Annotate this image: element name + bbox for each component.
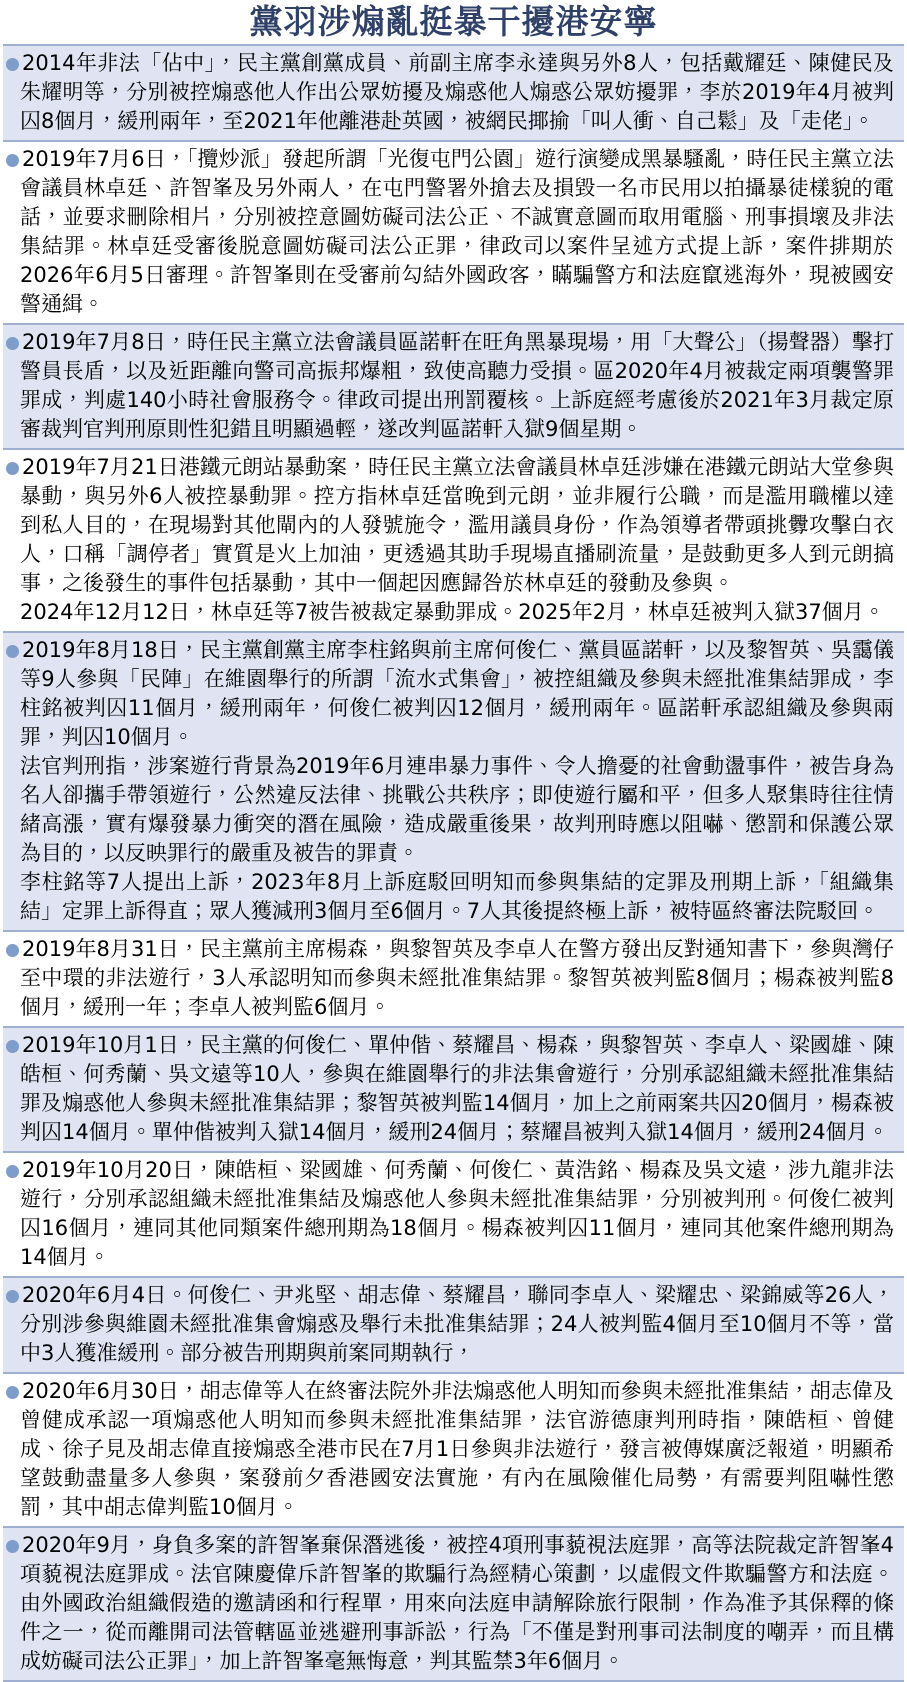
page-title: 黨羽涉煽亂挺暴干擾港安寧 bbox=[249, 2, 658, 41]
entry-paragraph: 2014年非法「佔中」，民主黨創黨成員、前副主席李永達與另外8人，包括戴耀廷、陳健民及朱耀明等，分別被控煽惑他人作出公眾妨擾及煽惑他人煽惑公眾妨擾罪，李於2019年4月被判囚8個月，緩刑兩年，至2021年他離港赴英國，被網民揶揄「叫人衝、自己鬆」及「走佬」。 bbox=[20, 49, 894, 136]
timeline-entry bbox=[3, 1278, 904, 1374]
entry-paragraph: 2019年8月31日，民主黨前主席楊森，與黎智英及李卓人在警方發出反對通知書下，參與灣仔至中環的非法遊行，3人承認明知而參與未經批准集結罪。黎智英被判監8個月；楊森被判監8個月，緩刑一年；李卓人被判監6個月。 bbox=[20, 935, 894, 1022]
entry-paragraph: 2019年7月8日，時任民主黨立法會議員區諾軒在旺角黑暴現場，用「大聲公」（揚聲器）擊打警員長盾，以及近距離向警司高振邦爆粗，致使高聽力受損。區2020年4月被裁定兩項襲警罪罪成，判處140小時社會服務令。律政司提出刑罰覆核。上訴庭經考慮後於2021年3月裁定原審裁判官判刑原則性犯錯且明顯過輕，遂改判區諾軒入獄9個星期。 bbox=[20, 328, 894, 444]
timeline-entry bbox=[3, 633, 904, 932]
entry-paragraph: 2024年12月12日，林卓廷等7被告被裁定暴動罪成。2025年2月，林卓廷被判入獄37個月。 bbox=[20, 600, 885, 624]
entry-paragraph: 2019年8月18日，民主黨創黨主席李柱銘與前主席何俊仁、黨員區諾軒，以及黎智英、吳靄儀等9人參與「民陣」在維園舉行的所謂「流水式集會」，被控組織及參與未經批准集結罪成，李柱銘被判囚11個月，緩刑兩年，何俊仁被判囚12個月，緩刑兩年。區諾軒承認組織及參與兩罪，判囚10個月。 bbox=[20, 636, 894, 752]
bullet-icon bbox=[6, 645, 19, 658]
bullet-icon bbox=[6, 1165, 19, 1178]
entry-paragraph: 2020年6月4日。何俊仁、尹兆堅、胡志偉、蔡耀昌，聯同李卓人、梁耀忠、梁錦威等26人，分別涉參與維園未經批准集會煽惑及舉行未批准集結罪；24人被判監4個月至10個月不等，當中3人獲准緩刑。部分被告刑期與前案同期執行， bbox=[20, 1281, 894, 1368]
timeline bbox=[3, 44, 904, 1682]
entry-paragraph: 2020年9月，身負多案的許智峯棄保潛逃後，被控4項刑事藐視法庭罪，高等法院裁定許智峯4項藐視法庭罪成。法官陳慶偉斥許智峯的欺騙行為經精心策劃，以虛假文件欺騙警方和法庭。由外國政治組織假造的邀請函和行程單，用來向法庭申請解除旅行限制，作為准予其保釋的條件之一，從而離開司法管轄區並逃避刑事訴訟，行為「不僅是對刑事司法制度的嘲弄，而且構成妨礙司法公正罪」，加上許智峯毫無悔意，判其監禁3年6個月。 bbox=[20, 1531, 894, 1676]
timeline-entry bbox=[3, 1028, 904, 1153]
timeline-entry bbox=[3, 46, 904, 142]
timeline-entry bbox=[3, 1374, 904, 1528]
entry-paragraph: 李柱銘等7人提出上訴，2023年8月上訴庭駁回明知而參與集結的定罪及刑期上訴，「組織集結」定罪上訴得直；眾人獲減刑3個月至6個月。7人其後提終極上訴，被特區終審法院駁回。 bbox=[20, 870, 894, 923]
entry-paragraph: 2019年7月21日港鐵元朗站暴動案，時任民主黨立法會議員林卓廷涉嫌在港鐵元朗站大堂參與暴動，與另外6人被控暴動罪。控方指林卓廷當晚到元朗，並非履行公職，而是濫用職權以達到私人目的，在現場對其他閘內的人發號施令，濫用議員身份，作為領導者帶頭挑釁攻擊白衣人，口稱「調停者」實質是火上加油，更透過其助手現場直播刷流量，是鼓動更多人到元朗搞事，之後發生的事件包括暴動，其中一個起因應歸咎於林卓廷的發動及參與。 bbox=[20, 453, 894, 598]
bullet-icon bbox=[6, 1386, 19, 1399]
bullet-icon bbox=[6, 1040, 19, 1053]
bullet-icon bbox=[6, 944, 19, 957]
entry-paragraph: 2020年6月30日，胡志偉等人在終審法院外非法煽惑他人明知而參與未經批准集結，胡志偉及曾健成承認一項煽惑他人明知而參與未經批准集結罪，法官游德康判刑時指，陳皓桓、曾健成、徐子見及胡志偉直接煽惑全港市民在7月1日參與非法遊行，發言被傳媒廣泛報道，明顯希望鼓動盡量多人參與，案發前夕香港國安法實施，有內在風險催化局勢，有需要判阻嚇性懲罰，其中胡志偉判監10個月。 bbox=[20, 1377, 894, 1522]
timeline-entry bbox=[3, 142, 904, 325]
timeline-entry bbox=[3, 932, 904, 1028]
entry-paragraph: 2019年10月1日，民主黨的何俊仁、單仲偕、蔡耀昌、楊森，與黎智英、李卓人、梁國雄、陳皓桓、何秀蘭、吳文遠等10人，參與在維園舉行的非法集會遊行，分別承認組織未經批准集結罪及煽惑他人參與未經批准集結罪；黎智英被判監14個月，加上之前兩案共囚20個月，楊森被判囚14個月。單仲偕被判入獄14個月，緩刑24個月；蔡耀昌被判入獄14個月，緩刑24個月。 bbox=[20, 1031, 894, 1147]
bullet-icon bbox=[6, 154, 19, 167]
entry-paragraph: 2019年10月20日，陳皓桓、梁國雄、何秀蘭、何俊仁、黃浩銘、楊森及吳文遠，涉九龍非法遊行，分別承認組織未經批准集結及煽惑他人參與未經批准集結罪，分別被判刑。何俊仁被判囚16個月，連同其他同類案件總刑期為18個月。楊森被判囚11個月，連同其他案件總刑期為14個月。 bbox=[20, 1156, 894, 1272]
bullet-icon bbox=[6, 337, 19, 350]
bullet-icon bbox=[6, 1540, 19, 1553]
bullet-icon bbox=[6, 1290, 19, 1303]
entry-paragraph: 2019年7月6日，「攬炒派」發起所謂「光復屯門公園」遊行演變成黑暴騷亂，時任民主黨立法會議員林卓廷、許智峯及另外兩人，在屯門警署外搶去及損毀一名市民用以拍攝暴徒樣貌的電話，並要求刪除相片，分別被控意圖妨礙司法公正、不誠實意圖而取用電腦、刑事損壞及非法集結罪。林卓廷受審後脱意圖妨礙司法公正罪，律政司以案件呈述方式提上訴，案件排期於2026年6月5日審理。許智峯則在受審前勾結外國政客，瞞騙警方和法庭竄逃海外，現被國安警通緝。 bbox=[20, 145, 894, 319]
timeline-entry bbox=[3, 450, 904, 633]
timeline-entry bbox=[3, 1153, 904, 1278]
timeline-entry bbox=[3, 1528, 904, 1682]
bullet-icon bbox=[6, 58, 19, 71]
bullet-icon bbox=[6, 462, 19, 475]
entry-paragraph: 法官判刑指，涉案遊行背景為2019年6月連串暴力事件、令人擔憂的社會動盪事件，被告身為名人卻攜手帶領遊行，公然違反法律、挑戰公共秩序；即使遊行屬和平，但多人聚集時往往情緒高漲，實有爆發暴力衝突的潛在風險，造成嚴重後果，故判刑時應以阻嚇、懲罰和保護公眾為目的，以反映罪行的嚴重及被告的罪責。 bbox=[20, 754, 894, 865]
timeline-entry bbox=[3, 325, 904, 450]
